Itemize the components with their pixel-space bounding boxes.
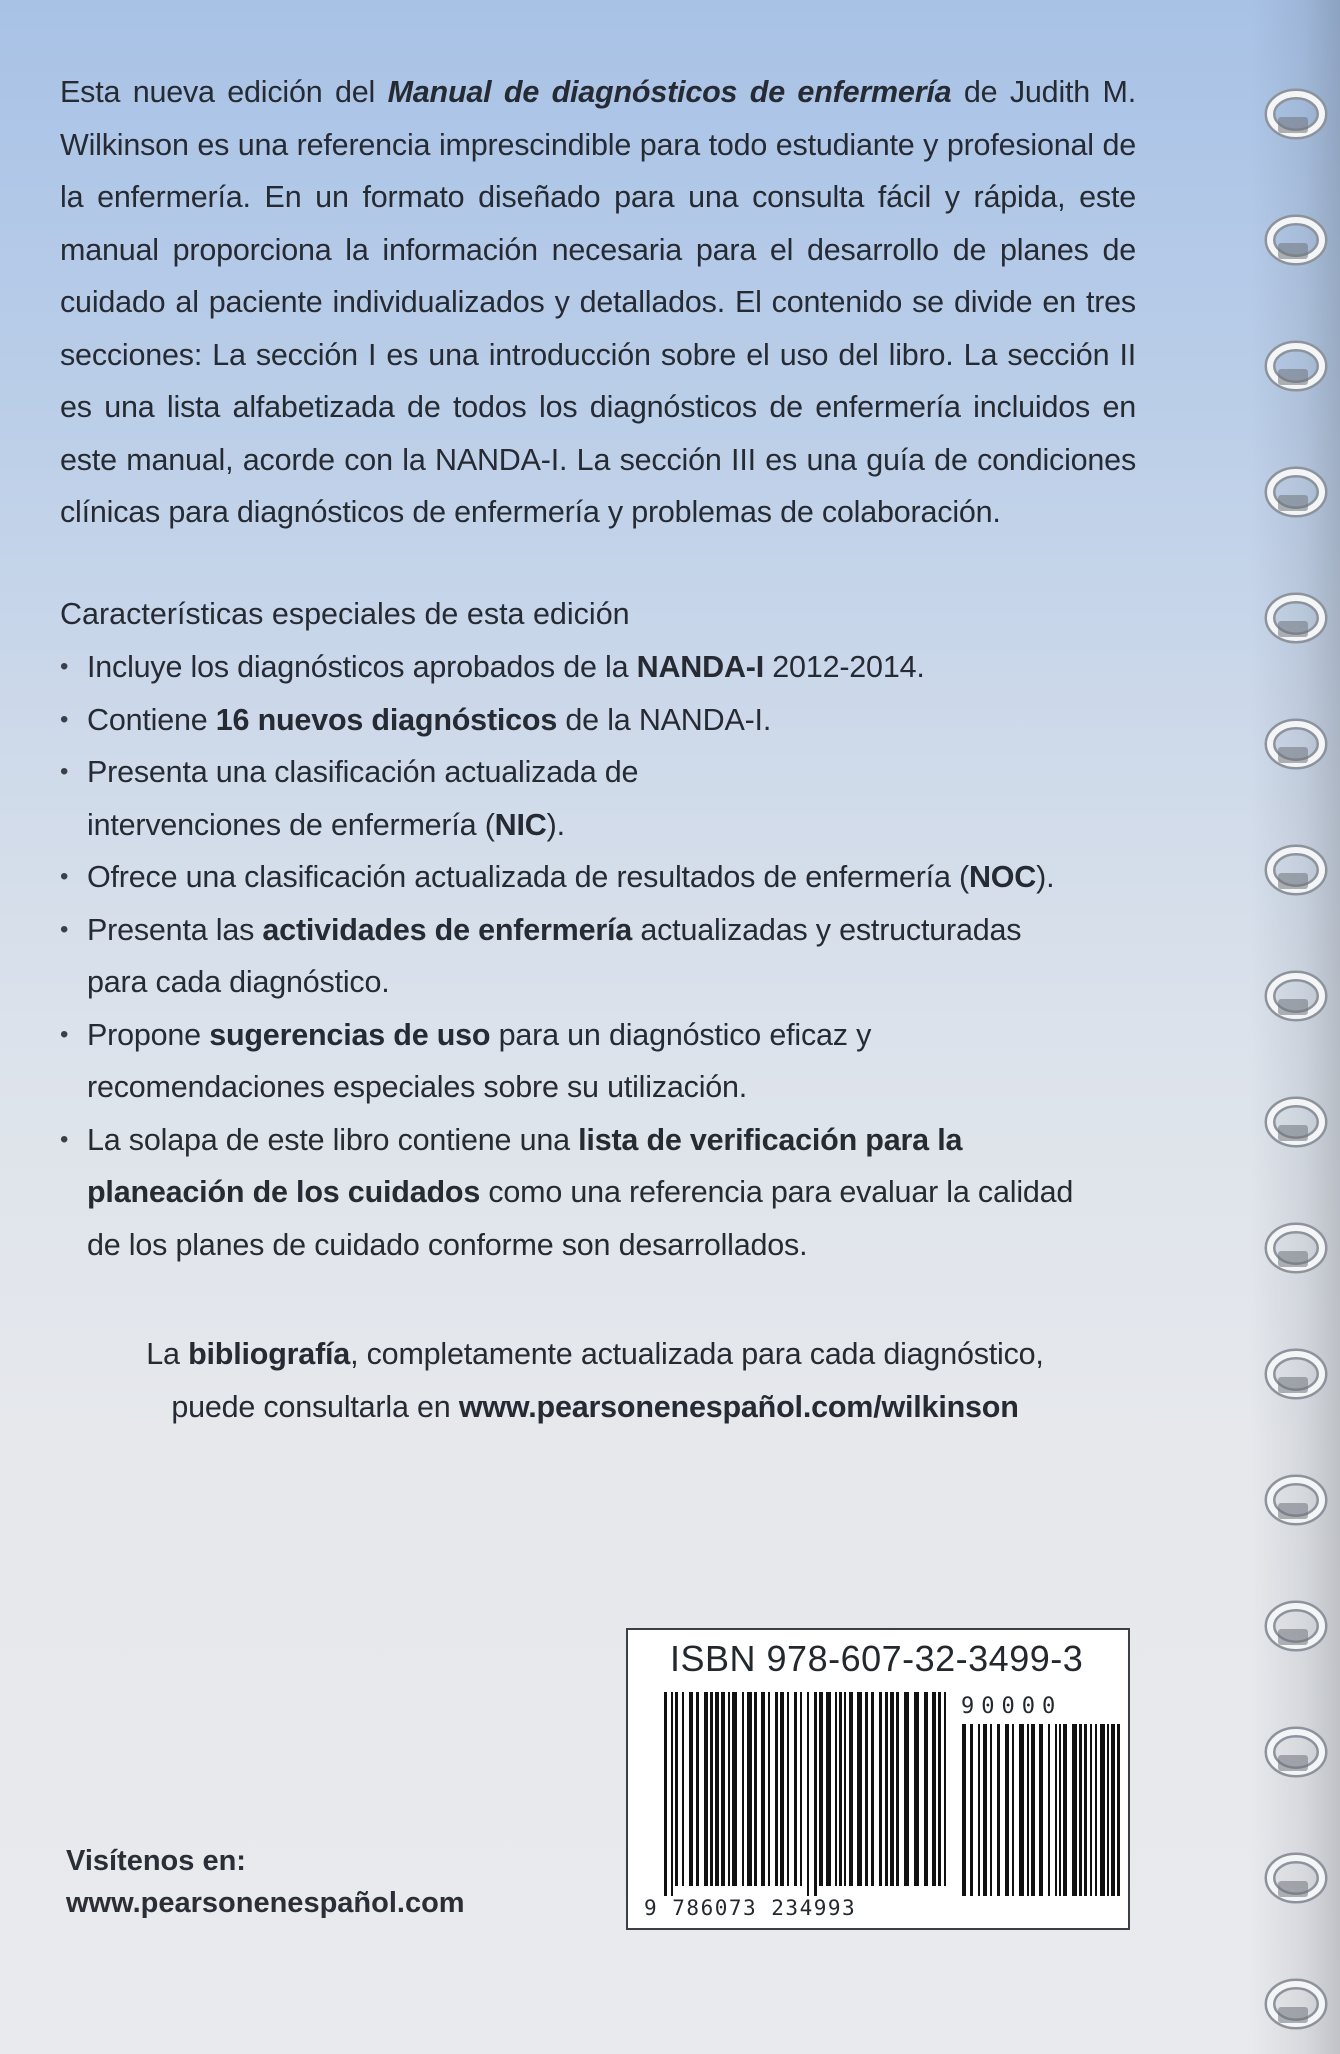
barcode-bar [849,1692,853,1886]
barcode-bar [742,1692,744,1886]
feature-highlight: lista de verificación para la planeación de los cuidados [87,1122,963,1209]
barcode-bar [839,1692,842,1886]
barcode-bar [747,1692,752,1886]
barcode-bar [1039,1724,1043,1896]
barcode-bar [826,1692,831,1886]
barcode-bar [696,1692,699,1886]
barcode-bar [890,1692,894,1886]
spiral-ring [1256,1722,1328,1792]
barcode-bar [1063,1724,1067,1896]
barcode-bar [768,1692,770,1886]
barcode-bar [978,1724,980,1896]
barcode-bar [715,1692,719,1886]
barcode-bar [885,1692,888,1886]
feature-item: • Presenta una clasificación actualizada de intervenciones de enfermería (NIC). [60,746,787,851]
barcode-bar [1019,1724,1024,1896]
barcode-bar [1012,1724,1014,1896]
barcode-bar [1079,1724,1082,1896]
intro-paragraph [60,66,1136,539]
spiral-ring [1256,1092,1328,1162]
barcode-bar [1090,1724,1092,1896]
spiral-ring [1256,336,1328,406]
barcode-bar [983,1724,987,1896]
barcode-bar [871,1692,874,1886]
barcode-bar [1005,1724,1009,1896]
feature-highlight: sugerencias de uso [209,1017,491,1052]
spiral-ring [1256,210,1328,280]
features-list [60,641,1110,1271]
barcode-bar [835,1692,837,1886]
barcode-bar [807,1692,809,1896]
spiral-ring [1256,84,1328,154]
barcode-bar [689,1692,693,1886]
book-title: Manual de diagnósticos de enfermería [387,75,952,109]
barcode-bar [1095,1724,1097,1896]
spiral-ring [1256,1596,1328,1666]
feature-item: • La solapa de este libro contiene una lista de verificación para la planeación de los cuidados como una referencia para evaluar la calidad de los planes de cuidado conforme son desarrollados. [60,1114,1077,1272]
barcode-bar [896,1692,899,1886]
barcode-bar [800,1692,802,1886]
barcode-addon-digits: 90000 [961,1694,1063,1719]
barcode-bar [997,1724,1000,1896]
barcode-bar [879,1692,882,1886]
spiral-ring [1256,840,1328,910]
barcode-digits: 9 786073 234993 [644,1896,857,1920]
barcode-bar [1117,1724,1120,1896]
feature-item: • Propone sugerencias de uso para un diagnóstico eficaz y recomendaciones especiales sobre su utilización. [60,1009,947,1114]
barcode-bar [780,1692,784,1886]
barcode-bar [682,1692,684,1886]
feature-highlight: NANDA-I [636,650,765,684]
barcode-bar [914,1692,919,1886]
feature-highlight: 16 nuevos diagnósticos [215,702,558,737]
barcode-bar [814,1692,817,1896]
barcode-bar [819,1692,823,1886]
barcode-bar [732,1692,737,1886]
feature-highlight: actividades de enfermería [262,912,633,947]
barcode-bar [1107,1724,1109,1896]
visit-block [66,1840,465,1924]
barcode-bar [794,1692,797,1886]
feature-item: • Contiene 16 nuevos diagnósticos de la NANDA-I. [60,694,1110,747]
isbn-number: ISBN 978-607-32-3499-3 [670,1638,1084,1679]
spiral-ring [1256,1848,1328,1918]
spiral-ring [1256,1218,1328,1288]
barcode-bar [932,1692,936,1886]
barcode-bar [1059,1724,1061,1896]
barcode-bar [675,1692,678,1886]
barcode-bar [671,1692,673,1896]
visit-label: Visítenos en: [66,1845,246,1877]
barcode-bar [761,1692,765,1886]
spiral-ring [1256,966,1328,1036]
barcode-bar [710,1692,713,1886]
bibliography-note: La bibliografía, completamente actualizada para cada diagnóstico, puede consultarla en www.pearsonenespañol.com/wilkinson [146,1337,1044,1424]
barcode-bar [664,1692,667,1896]
visit-url[interactable]: www.pearsonenespañol.com [66,1887,465,1919]
barcode-bar [938,1692,941,1886]
barcode-bar [1048,1724,1050,1896]
barcode-bar [721,1692,725,1886]
barcode-bar [1084,1724,1087,1896]
feature-highlight: NIC [494,807,547,842]
barcode-bar [775,1692,778,1886]
barcode-bar [857,1692,862,1886]
spiral-ring [1256,1470,1328,1540]
barcode-bar [787,1692,789,1886]
features-heading: Características especiales de esta edición [60,597,630,631]
feature-highlight: NOC [968,860,1037,894]
feature-item: • Ofrece una clasificación actualizada de resultados de enfermería (NOC). [60,851,1110,904]
spiral-ring [1256,462,1328,532]
barcode-bar [1072,1724,1077,1896]
bibliography-url[interactable]: www.pearsonenespañol.com/wilkinson [458,1390,1019,1424]
barcode-bar [1055,1724,1057,1896]
feature-item: • Incluye los diagnósticos aprobados de la NANDA-I 2012-2014. [60,641,1110,694]
spiral-ring [1256,1974,1328,2044]
intro-text-rest: de Judith M. Wilkinson es una referencia imprescindible para todo estudiante y profesional de la enfermería. En un formato diseñado para una consulta fácil y rápida, este manual proporciona la información necesaria para el desarrollo de planes de cuidado al paciente individualizados y detallados. El contenido se divide en tres secciones: La sección I es una introducción sobre el uso del libro. La sección II es una lista alfabetizada de todos los diagnósticos de enfermería incluidos en este manual, acorde con la NANDA-I. La sección III es una guía de condiciones clínicas para diagnósticos de enfermería y problemas de colaboración. [60,75,1137,529]
barcode-bar [1031,1724,1035,1896]
spiral-ring [1256,714,1328,784]
intro-text-start: Esta nueva edición del [60,75,388,109]
barcode-bar [962,1724,966,1896]
barcode-bar [924,1692,928,1886]
barcode-bar [1027,1724,1029,1896]
spiral-ring [1256,588,1328,658]
barcode-bar [944,1692,946,1886]
barcode-bar [728,1692,730,1886]
barcode-bar [754,1692,757,1886]
spiral-ring [1256,1344,1328,1414]
barcode-bar [1111,1724,1115,1896]
barcode-bar [990,1724,992,1896]
barcode-bar [844,1692,846,1886]
barcode-bar [904,1692,909,1886]
isbn-barcode [626,1628,1130,1930]
bibliography-word: bibliografía [188,1337,351,1371]
barcode-bar [970,1724,973,1896]
barcode-bar [1100,1724,1105,1896]
barcode-bar [865,1692,868,1886]
barcode-bar [704,1692,708,1886]
feature-item: • Presenta las actividades de enfermería actualizadas y estructuradas para cada diagnóstico. [60,904,1087,1009]
